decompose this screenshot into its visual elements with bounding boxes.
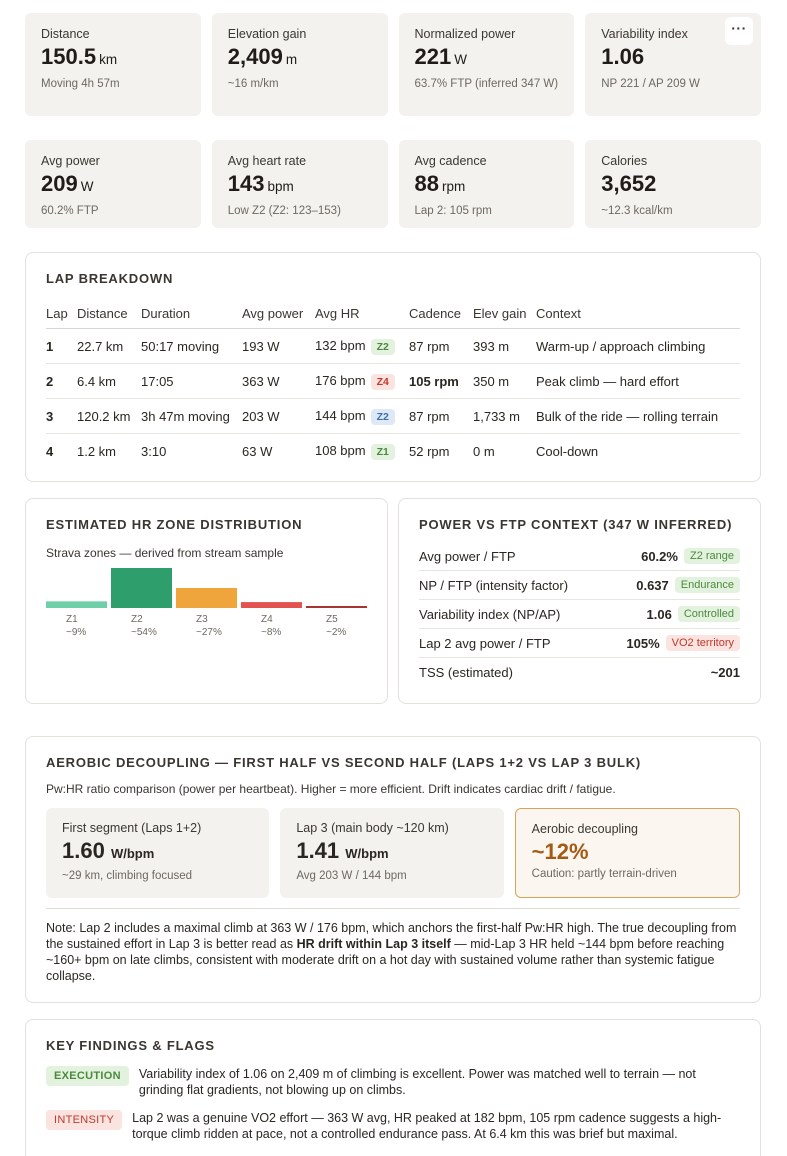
stat-label: Avg cadence <box>414 154 487 168</box>
zone-label: Z5 <box>326 614 338 625</box>
box-sub: ~29 km, climbing focused <box>62 870 193 882</box>
stat-label: Elevation gain <box>227 27 307 41</box>
lap-duration: 3h 47m moving <box>141 399 242 434</box>
lap-cadence: 52 rpm <box>409 443 450 459</box>
zone-badge: Z1 <box>371 444 395 460</box>
stat-label: Normalized power <box>414 27 516 41</box>
lap-hr: 144 bpm Z2 <box>315 399 409 434</box>
pvf-value: 105% VO2 territory <box>626 635 740 651</box>
box-label: Aerobic decoupling <box>531 822 638 836</box>
pvf-label: TSS (estimated) <box>419 665 513 680</box>
more-options-icon[interactable]: ··· <box>725 17 753 45</box>
box-sub: Avg 203 W / 144 bpm <box>296 870 407 882</box>
decoupling-boxes <box>46 808 740 898</box>
power-ftp-card <box>398 498 761 704</box>
stat-sub: 60.2% FTP <box>41 205 99 217</box>
aerobic-decoupling-card <box>25 736 761 1003</box>
first-segment-box <box>46 808 269 898</box>
stat-normalized-power <box>399 13 575 116</box>
zone-label: Z2 <box>131 614 143 625</box>
finding-item <box>46 1110 740 1142</box>
stat-sub: Lap 2: 105 rpm <box>414 205 492 217</box>
pvf-value: 0.637 Endurance <box>636 577 740 593</box>
lap3-box <box>280 808 503 898</box>
stat-value: 88 rpm <box>414 171 466 196</box>
zone-bar-z4 <box>241 602 302 608</box>
col-header: Lap <box>46 300 77 329</box>
chart-subtitle: Strava zones — derived from stream sample <box>46 546 284 560</box>
list-item <box>419 658 740 687</box>
col-header: Avg power <box>242 300 315 329</box>
lap-power: 193 W <box>242 329 315 364</box>
lap-power: 363 W <box>242 364 315 399</box>
zone-value-label: ~8% <box>261 627 282 638</box>
zone-badge: Z2 <box>371 409 395 425</box>
stat-label: Calories <box>601 154 648 168</box>
decoupling-result-box <box>515 808 740 898</box>
stat-avg-heart-rate <box>212 140 388 228</box>
zone-badge: Z2 <box>371 339 395 355</box>
col-header: Elev gain <box>473 300 536 329</box>
col-header: Avg HR <box>315 300 409 329</box>
stats-row-primary <box>25 13 761 116</box>
lap-elev: 1,733 m <box>473 399 536 434</box>
lap-number: 3 <box>46 399 77 434</box>
pvf-label: Lap 2 avg power / FTP <box>419 635 551 651</box>
lap-context: Cool-down <box>536 443 599 459</box>
pvf-value: ~201 <box>710 665 740 680</box>
table-row <box>46 434 740 469</box>
zone-value-label: ~27% <box>196 627 222 638</box>
list-item <box>419 542 740 571</box>
lap-power: 203 W <box>242 399 315 434</box>
stat-label: Avg heart rate <box>227 154 307 168</box>
box-label: First segment (Laps 1+2) <box>62 821 202 835</box>
list-item <box>419 571 740 600</box>
lap-number: 2 <box>46 364 77 399</box>
zone-value-label: ~9% <box>66 627 87 638</box>
table-row <box>46 329 740 364</box>
col-header: Duration <box>141 300 242 329</box>
list-item <box>419 629 740 658</box>
stat-sub: Moving 4h 57m <box>41 78 120 90</box>
stat-label: Avg power <box>41 154 100 168</box>
stat-value: 1.06 <box>601 44 645 69</box>
lap-cadence: 105 rpm <box>409 364 473 399</box>
zone-label: Z4 <box>261 614 273 625</box>
hr-zone-chart <box>46 564 367 644</box>
pvf-label: Avg power / FTP <box>419 548 516 564</box>
stat-sub: NP 221 / AP 209 W <box>601 78 700 90</box>
lap-distance: 6.4 km <box>77 364 141 399</box>
lap-elev: 350 m <box>473 364 536 399</box>
lap-cadence: 87 rpm <box>409 399 473 434</box>
table-row <box>46 399 740 434</box>
finding-text: Lap 2 was a genuine VO2 effort — 363 W avg, HR peaked at 182 bpm, 105 rpm cadence suggests a high-torque climb ridden at pace, not a controlled endurance pass. At 6.4 km this was brief but maximal. <box>132 1111 722 1141</box>
stat-sub: ~12.3 kcal/km <box>601 205 673 217</box>
card-title: AEROBIC DECOUPLING — FIRST HALF VS SECOND HALF (LAPS 1+2 VS LAP 3 BULK) <box>46 755 642 770</box>
lap-context: Peak climb — hard effort <box>536 364 740 399</box>
power-ftp-list <box>419 542 740 687</box>
lap-hr: 108 bpm Z1 <box>315 434 409 469</box>
key-findings-card <box>25 1019 761 1156</box>
stat-distance <box>25 13 201 116</box>
stat-value: 221 W <box>414 44 467 69</box>
zone-bar-z3 <box>176 588 237 608</box>
lap-number: 4 <box>46 443 54 459</box>
lap-distance: 22.7 km <box>77 329 141 364</box>
lap-cadence: 87 rpm <box>409 329 473 364</box>
stats-row-secondary <box>25 140 761 228</box>
stat-variability-index <box>585 13 761 116</box>
lap-power: 63 W <box>242 443 273 459</box>
lap-duration: 17:05 <box>141 364 242 399</box>
lap-duration: 50:17 moving <box>141 329 242 364</box>
lap-hr: 132 bpm Z2 <box>315 329 409 364</box>
lap-distance: 1.2 km <box>77 443 117 459</box>
lap-elev: 0 m <box>473 443 495 459</box>
box-sub: Caution: partly terrain-driven <box>531 868 677 880</box>
box-value: 1.60 W/bpm <box>62 838 155 863</box>
status-badge: Controlled <box>678 606 740 622</box>
card-title: POWER VS FTP CONTEXT (347 W INFERRED) <box>419 517 733 532</box>
stat-elevation-gain <box>212 13 388 116</box>
stat-avg-power <box>25 140 201 228</box>
stat-sub: ~16 m/km <box>227 78 279 90</box>
lap-context: Bulk of the ride — rolling terrain <box>536 399 740 434</box>
lap-number: 1 <box>46 329 77 364</box>
stat-value: 143 bpm <box>227 171 294 196</box>
box-label: Lap 3 (main body ~120 km) <box>296 821 449 835</box>
zone-value-label: ~2% <box>326 627 347 638</box>
box-value: 1.41 W/bpm <box>296 838 389 863</box>
card-title: LAP BREAKDOWN <box>46 271 174 286</box>
status-badge: VO2 territory <box>666 635 740 651</box>
col-header: Context <box>536 300 740 329</box>
zone-bar-z1 <box>46 601 107 608</box>
stat-label: Variability index <box>601 27 688 41</box>
pvf-label: NP / FTP (intensity factor) <box>419 577 569 593</box>
card-title: ESTIMATED HR ZONE DISTRIBUTION <box>46 517 303 532</box>
zone-label: Z1 <box>66 614 78 625</box>
pvf-value: 1.06 Controlled <box>647 606 740 622</box>
pvf-value: 60.2% Z2 range <box>641 548 740 564</box>
lap-distance: 120.2 km <box>77 399 141 434</box>
stat-label: Distance <box>41 27 90 41</box>
col-header: Distance <box>77 300 141 329</box>
zone-bar-z2 <box>111 568 172 608</box>
pvf-label: Variability index (NP/AP) <box>419 606 561 622</box>
card-title: KEY FINDINGS & FLAGS <box>46 1038 215 1053</box>
stat-value: 3,652 <box>601 171 657 196</box>
zone-value-label: ~54% <box>131 627 157 638</box>
status-badge: Endurance <box>675 577 740 593</box>
decoupling-subtitle: Pw:HR ratio comparison (power per heartbeat). Higher = more efficient. Drift indicates cardiac drift / fatigue. <box>46 782 616 796</box>
lap-duration: 3:10 <box>141 443 167 459</box>
stat-calories <box>585 140 761 228</box>
stat-sub: 63.7% FTP (inferred 347 W) <box>414 78 559 90</box>
finding-item <box>46 1066 740 1098</box>
lap-hr: 176 bpm Z4 <box>315 364 409 399</box>
zone-label: Z3 <box>196 614 208 625</box>
hr-zone-card <box>25 498 388 704</box>
table-row <box>46 364 740 399</box>
col-header: Cadence <box>409 300 473 329</box>
stat-value: 209 W <box>41 171 94 196</box>
zone-badge: Z4 <box>371 374 395 390</box>
status-badge: Z2 range <box>684 548 740 564</box>
stat-sub: Low Z2 (Z2: 123–153) <box>227 205 341 217</box>
lap-breakdown-card <box>25 252 761 482</box>
finding-text: Variability index of 1.06 on 2,409 m of climbing is excellent. Power was matched well to terrain — not grinding flat gradients, not blowing up on climbs. <box>138 1067 696 1097</box>
stat-value: 2,409 m <box>227 44 298 69</box>
zone-bar-z5 <box>306 606 367 608</box>
intensity-badge: INTENSITY <box>46 1110 122 1130</box>
stat-value: 150.5 km <box>41 44 118 69</box>
box-value: ~12% <box>531 839 589 864</box>
list-item <box>419 600 740 629</box>
decoupling-note: Note: Lap 2 includes a maximal climb at 363 W / 176 bpm, which anchors the first-half Pw:HR high. The true decoupling from the sustained effort in Lap 3 is better read as HR drift within Lap 3 itself — mid-Lap 3 HR held ~144 bpm before reaching ~160+ bpm on late climbs, consistent with moderate drift on a hot day with sustained volume rather than systemic fatigue collapse. <box>46 908 740 984</box>
lap-context: Warm-up / approach climbing <box>536 329 740 364</box>
lap-elev: 393 m <box>473 329 536 364</box>
execution-badge: EXECUTION <box>46 1066 129 1086</box>
lap-table-header <box>46 300 740 329</box>
lap-table <box>46 300 740 469</box>
stat-avg-cadence <box>399 140 575 228</box>
